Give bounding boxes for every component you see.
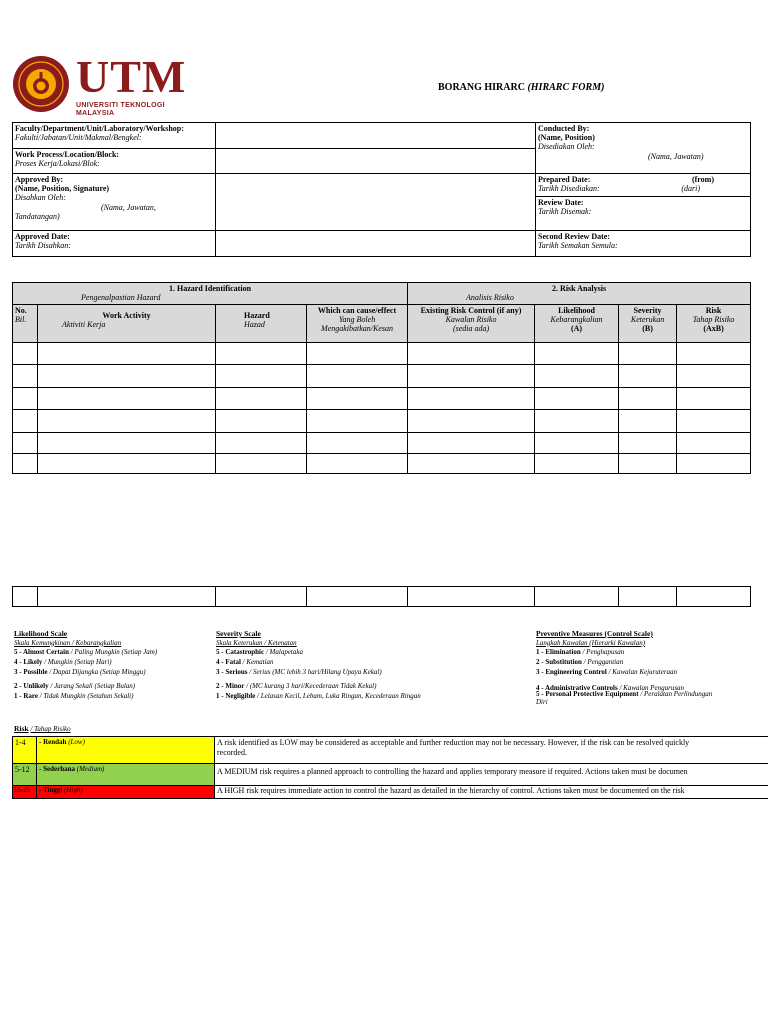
cell[interactable] [677, 587, 751, 607]
review-date-cell[interactable] [536, 197, 751, 231]
conducted-by-cell[interactable] [536, 123, 751, 174]
cell[interactable] [408, 433, 535, 454]
prepared-date-sub: Tarikh Disediakan: [538, 184, 600, 194]
conducted-by-sub: Disediakan Oleh: [538, 142, 595, 152]
preventive-scale-title: Preventive Measures (Control Scale) [536, 629, 653, 638]
cell[interactable] [677, 454, 751, 474]
cell[interactable] [619, 388, 677, 410]
col-no-title: No. [15, 306, 27, 315]
cell[interactable] [619, 343, 677, 365]
col-hazard [216, 305, 307, 343]
cell[interactable] [13, 410, 38, 433]
section2-sub: Analisis Risiko [466, 293, 514, 303]
col-existing-control-title: Existing Risk Control (if any) [420, 306, 522, 315]
prepared-date-sub2: (dari) [681, 184, 700, 194]
form-title-italic: (HIRARC FORM) [527, 82, 605, 93]
risk-description-line: A risk identified as LOW may be considered as acceptable and further reduction may not be necessary. However, if the risk can be resolved quickly [217, 738, 690, 747]
severity-item: 4 - Fatal / Kematian [216, 657, 274, 666]
cell[interactable] [535, 410, 619, 433]
utm-seal-icon [12, 55, 70, 113]
cell[interactable] [408, 454, 535, 474]
prepared-date-from: (from) [691, 175, 714, 184]
approved-by-label-cell [13, 174, 216, 231]
risk-description [215, 737, 768, 764]
col-severity-sub2: (B) [642, 324, 653, 334]
severity-item: 5 - Catastrophic / Malapetaka [216, 647, 303, 656]
approved-by-sub3: Tandatangan) [15, 211, 60, 221]
cell[interactable] [619, 454, 677, 474]
work-process-sub: Proses Kerja/Lokasi/Blok: [15, 159, 100, 169]
cell[interactable] [619, 410, 677, 433]
cell[interactable] [38, 365, 216, 388]
col-existing-control-sub2: (sedia ada) [452, 324, 490, 334]
work-process-label-cell [13, 149, 216, 174]
cell[interactable] [216, 365, 307, 388]
second-review-label: Second Review Date: [538, 232, 610, 241]
severity-scale-title: Severity Scale [216, 629, 261, 638]
col-risk-title: Risk [705, 306, 722, 315]
cell[interactable] [535, 587, 619, 607]
cell[interactable] [307, 365, 408, 388]
cell[interactable] [408, 410, 535, 433]
conducted-by-sub2: (Nama, Jawatan) [648, 151, 704, 161]
col-work-activity-sub: Aktiviti Kerja [62, 320, 106, 330]
col-cause-effect-title: Which can cause/effect [317, 306, 397, 315]
hirarc-table [12, 282, 751, 474]
cell[interactable] [535, 433, 619, 454]
col-no [13, 305, 38, 343]
cell[interactable] [38, 388, 216, 410]
form-title [438, 82, 604, 94]
prepared-date-label: Prepared Date: [538, 175, 591, 184]
cell[interactable] [38, 410, 216, 433]
likelihood-item: 2 - Unlikely / Jarang Sekali (Setiap Bulan) [14, 681, 136, 690]
review-date-label: Review Date: [538, 198, 584, 207]
form-title-main: BORANG HIRARC [438, 82, 525, 93]
col-severity [619, 305, 677, 343]
col-risk-sub2: (AxB) [703, 324, 724, 334]
table-row[interactable] [13, 388, 751, 410]
likelihood-item: 5 - Almost Certain / Paling Mungkin (Setiap Jam) [14, 647, 158, 656]
col-existing-control-sub: Kawalan Risiko [445, 315, 497, 325]
section-hazard-identification [13, 283, 408, 305]
approved-date-label: Approved Date: [15, 232, 70, 241]
approved-by-sub2: (Nama, Jawatan, [101, 202, 156, 212]
risk-row-high [13, 786, 768, 799]
logo-subtitle: UNIVERSITI TEKNOLOGI MALAYSIA [76, 102, 165, 118]
cell[interactable] [677, 410, 751, 433]
col-cause-effect [307, 305, 408, 343]
cell[interactable] [13, 587, 38, 607]
cell[interactable] [307, 587, 408, 607]
table-row[interactable] [13, 433, 751, 454]
risk-row-low [13, 737, 768, 764]
preventive-item: 2 - Substitution / Penggantian [536, 657, 624, 666]
cell[interactable] [216, 587, 307, 607]
section-risk-analysis [408, 283, 751, 305]
preventive-item: 5 - Personal Protective Equipment / Peralatan Perlindungan [536, 689, 713, 698]
col-likelihood [535, 305, 619, 343]
cell[interactable] [619, 365, 677, 388]
approved-date-field[interactable] [216, 231, 536, 257]
likelihood-item: 1 - Rare / Tidak Mungkin (Setahun Sekali) [14, 691, 134, 700]
cell[interactable] [216, 410, 307, 433]
section1-title: 1. Hazard Identification [169, 284, 252, 293]
cell[interactable] [13, 343, 38, 365]
cell[interactable] [408, 388, 535, 410]
cell[interactable] [216, 388, 307, 410]
prepared-date-cell[interactable] [536, 174, 751, 197]
second-review-cell[interactable] [536, 231, 751, 257]
cell[interactable] [13, 388, 38, 410]
table-row[interactable] [13, 365, 751, 388]
approved-by-label: Approved By: [15, 175, 64, 184]
risk-description-line2: recorded. [217, 747, 247, 757]
severity-item: 1 - Negligible / Lelasan Kecil, Lebam, Luka Ringan, Kecederaan Ringan [216, 691, 421, 700]
conducted-by-label2: (Name, Position) [538, 133, 595, 143]
section2-title: 2. Risk Analysis [552, 284, 607, 293]
severity-scale [216, 630, 516, 700]
section1-sub: Pengenalpastian Hazard [81, 293, 161, 303]
cell[interactable] [535, 388, 619, 410]
cell[interactable] [38, 587, 216, 607]
cell[interactable] [535, 343, 619, 365]
risk-row-medium [13, 764, 768, 786]
cell[interactable] [535, 365, 619, 388]
preventive-scale-sub: Langkah Kawalan (Hierarki Kawalan) [536, 638, 646, 647]
approved-date-sub: Tarikh Disahkan: [15, 241, 71, 251]
col-risk [677, 305, 751, 343]
faculty-label-cell [13, 123, 216, 149]
risk-title-sub: / Tahap Risiko [30, 725, 71, 733]
second-review-sub: Tarikh Semakan Semula: [538, 241, 618, 251]
severity-scale-sub: Skala Keterukan / Ketenatan [216, 638, 297, 647]
preventive-item: 4 - Administrative Controls / Kawalan Pengurusan [536, 683, 685, 692]
approved-by-sub: Disahkan Oleh: [15, 193, 66, 203]
conducted-by-label: Conducted By: [538, 124, 590, 133]
risk-range: 5-12 [13, 764, 37, 786]
risk-title-label: Risk [14, 724, 29, 733]
faculty-field[interactable] [216, 123, 536, 149]
work-process-field[interactable] [216, 149, 536, 174]
cell[interactable] [38, 343, 216, 365]
cell[interactable] [216, 454, 307, 474]
table-row[interactable] [13, 587, 751, 607]
col-existing-control [408, 305, 535, 343]
risk-range: 15-25 [13, 786, 37, 799]
cell[interactable] [307, 388, 408, 410]
col-hazard-sub: Hazad [244, 320, 265, 330]
likelihood-scale-title: Likelihood Scale [14, 629, 68, 638]
cell[interactable] [13, 433, 38, 454]
col-work-activity-title: Work Activity [102, 311, 151, 320]
likelihood-scale [14, 630, 214, 700]
approved-by-label2: (Name, Position, Signature) [15, 184, 110, 194]
faculty-label: Faculty/Department/Unit/Laboratory/Workshop: [15, 124, 184, 133]
preventive-scale [536, 630, 766, 706]
faculty-sub: Fakulti/Jabatan/Unit/Makmal/Bengkel: [15, 133, 142, 143]
cell[interactable] [408, 343, 535, 365]
col-likelihood-sub2: (A) [570, 324, 583, 334]
cell[interactable] [13, 454, 38, 474]
cell[interactable] [38, 433, 216, 454]
risk-level: - Rendah (Low) [37, 737, 215, 764]
col-no-sub: Bil. [15, 315, 27, 325]
approved-by-field[interactable] [216, 174, 536, 231]
risk-description: A MEDIUM risk requires a planned approach to controlling the hazard and applies temporary measure if required. Actions taken must be documen [215, 764, 768, 786]
review-date-sub: Tarikh Disemak: [538, 207, 592, 217]
likelihood-item: 4 - Likely / Mungkin (Setiap Hari) [14, 657, 112, 666]
cell[interactable] [408, 587, 535, 607]
cell[interactable] [307, 343, 408, 365]
col-likelihood-title: Likelihood [558, 306, 595, 315]
cell[interactable] [408, 365, 535, 388]
risk-description: A HIGH risk requires immediate action to control the hazard as detailed in the hierarchy of control. Actions taken must be documented on the risk [215, 786, 768, 799]
col-likelihood-sub: Kebarangkalian [550, 315, 603, 325]
cell[interactable] [677, 365, 751, 388]
utm-logo [12, 51, 192, 118]
severity-item: 2 - Minor / (MC kurang 3 hari/Kecederaan Tidak Kekal) [216, 681, 377, 690]
cell[interactable] [307, 410, 408, 433]
cell[interactable] [677, 388, 751, 410]
cell[interactable] [307, 454, 408, 474]
table-row[interactable] [13, 454, 751, 474]
cell[interactable] [619, 433, 677, 454]
cell[interactable] [677, 433, 751, 454]
risk-title [14, 725, 71, 734]
work-process-label: Work Process/Location/Block: [15, 150, 120, 159]
preventive-item-cont: Diri [536, 697, 548, 706]
col-work-activity [38, 305, 216, 343]
col-severity-sub: Keterukan [630, 315, 665, 325]
cell[interactable] [307, 433, 408, 454]
cell[interactable] [619, 587, 677, 607]
risk-table [12, 736, 768, 799]
risk-level: - Sederhana (Medium) [37, 764, 215, 786]
cell[interactable] [38, 454, 216, 474]
risk-range: 1-4 [13, 737, 37, 764]
cell[interactable] [13, 365, 38, 388]
col-cause-effect-sub: Yang Boleh Mengakibatkan/Kesan [321, 315, 394, 334]
approved-date-label-cell [13, 231, 216, 257]
severity-item: 3 - Serious / Serius (MC lebih 3 hari/Hilang Upaya Kekal) [216, 667, 382, 676]
table-row[interactable] [13, 343, 751, 365]
logo-wordmark: UTM [76, 51, 187, 102]
cell[interactable] [677, 343, 751, 365]
table-row[interactable] [13, 410, 751, 433]
cell[interactable] [216, 343, 307, 365]
likelihood-scale-sub: Skala Kemungkinan / Kebarangkalian [14, 638, 122, 647]
col-hazard-title: Hazard [244, 311, 270, 320]
likelihood-item: 3 - Possible / Dapat Dijangka (Setiap Minggu) [14, 667, 146, 676]
hirarc-table-last-row [12, 586, 751, 607]
header-table [12, 122, 751, 257]
risk-level: - Tinggi (High) [37, 786, 215, 799]
column-header-row [13, 305, 751, 343]
preventive-item: 1 - Elimination / Penghapusan [536, 647, 625, 656]
col-risk-sub: Tahap Risiko [692, 315, 735, 325]
cell[interactable] [535, 454, 619, 474]
cell[interactable] [216, 433, 307, 454]
col-severity-title: Severity [633, 306, 662, 315]
preventive-item: 3 - Engineering Control / Kawalan Kejuruteraan [536, 667, 678, 676]
